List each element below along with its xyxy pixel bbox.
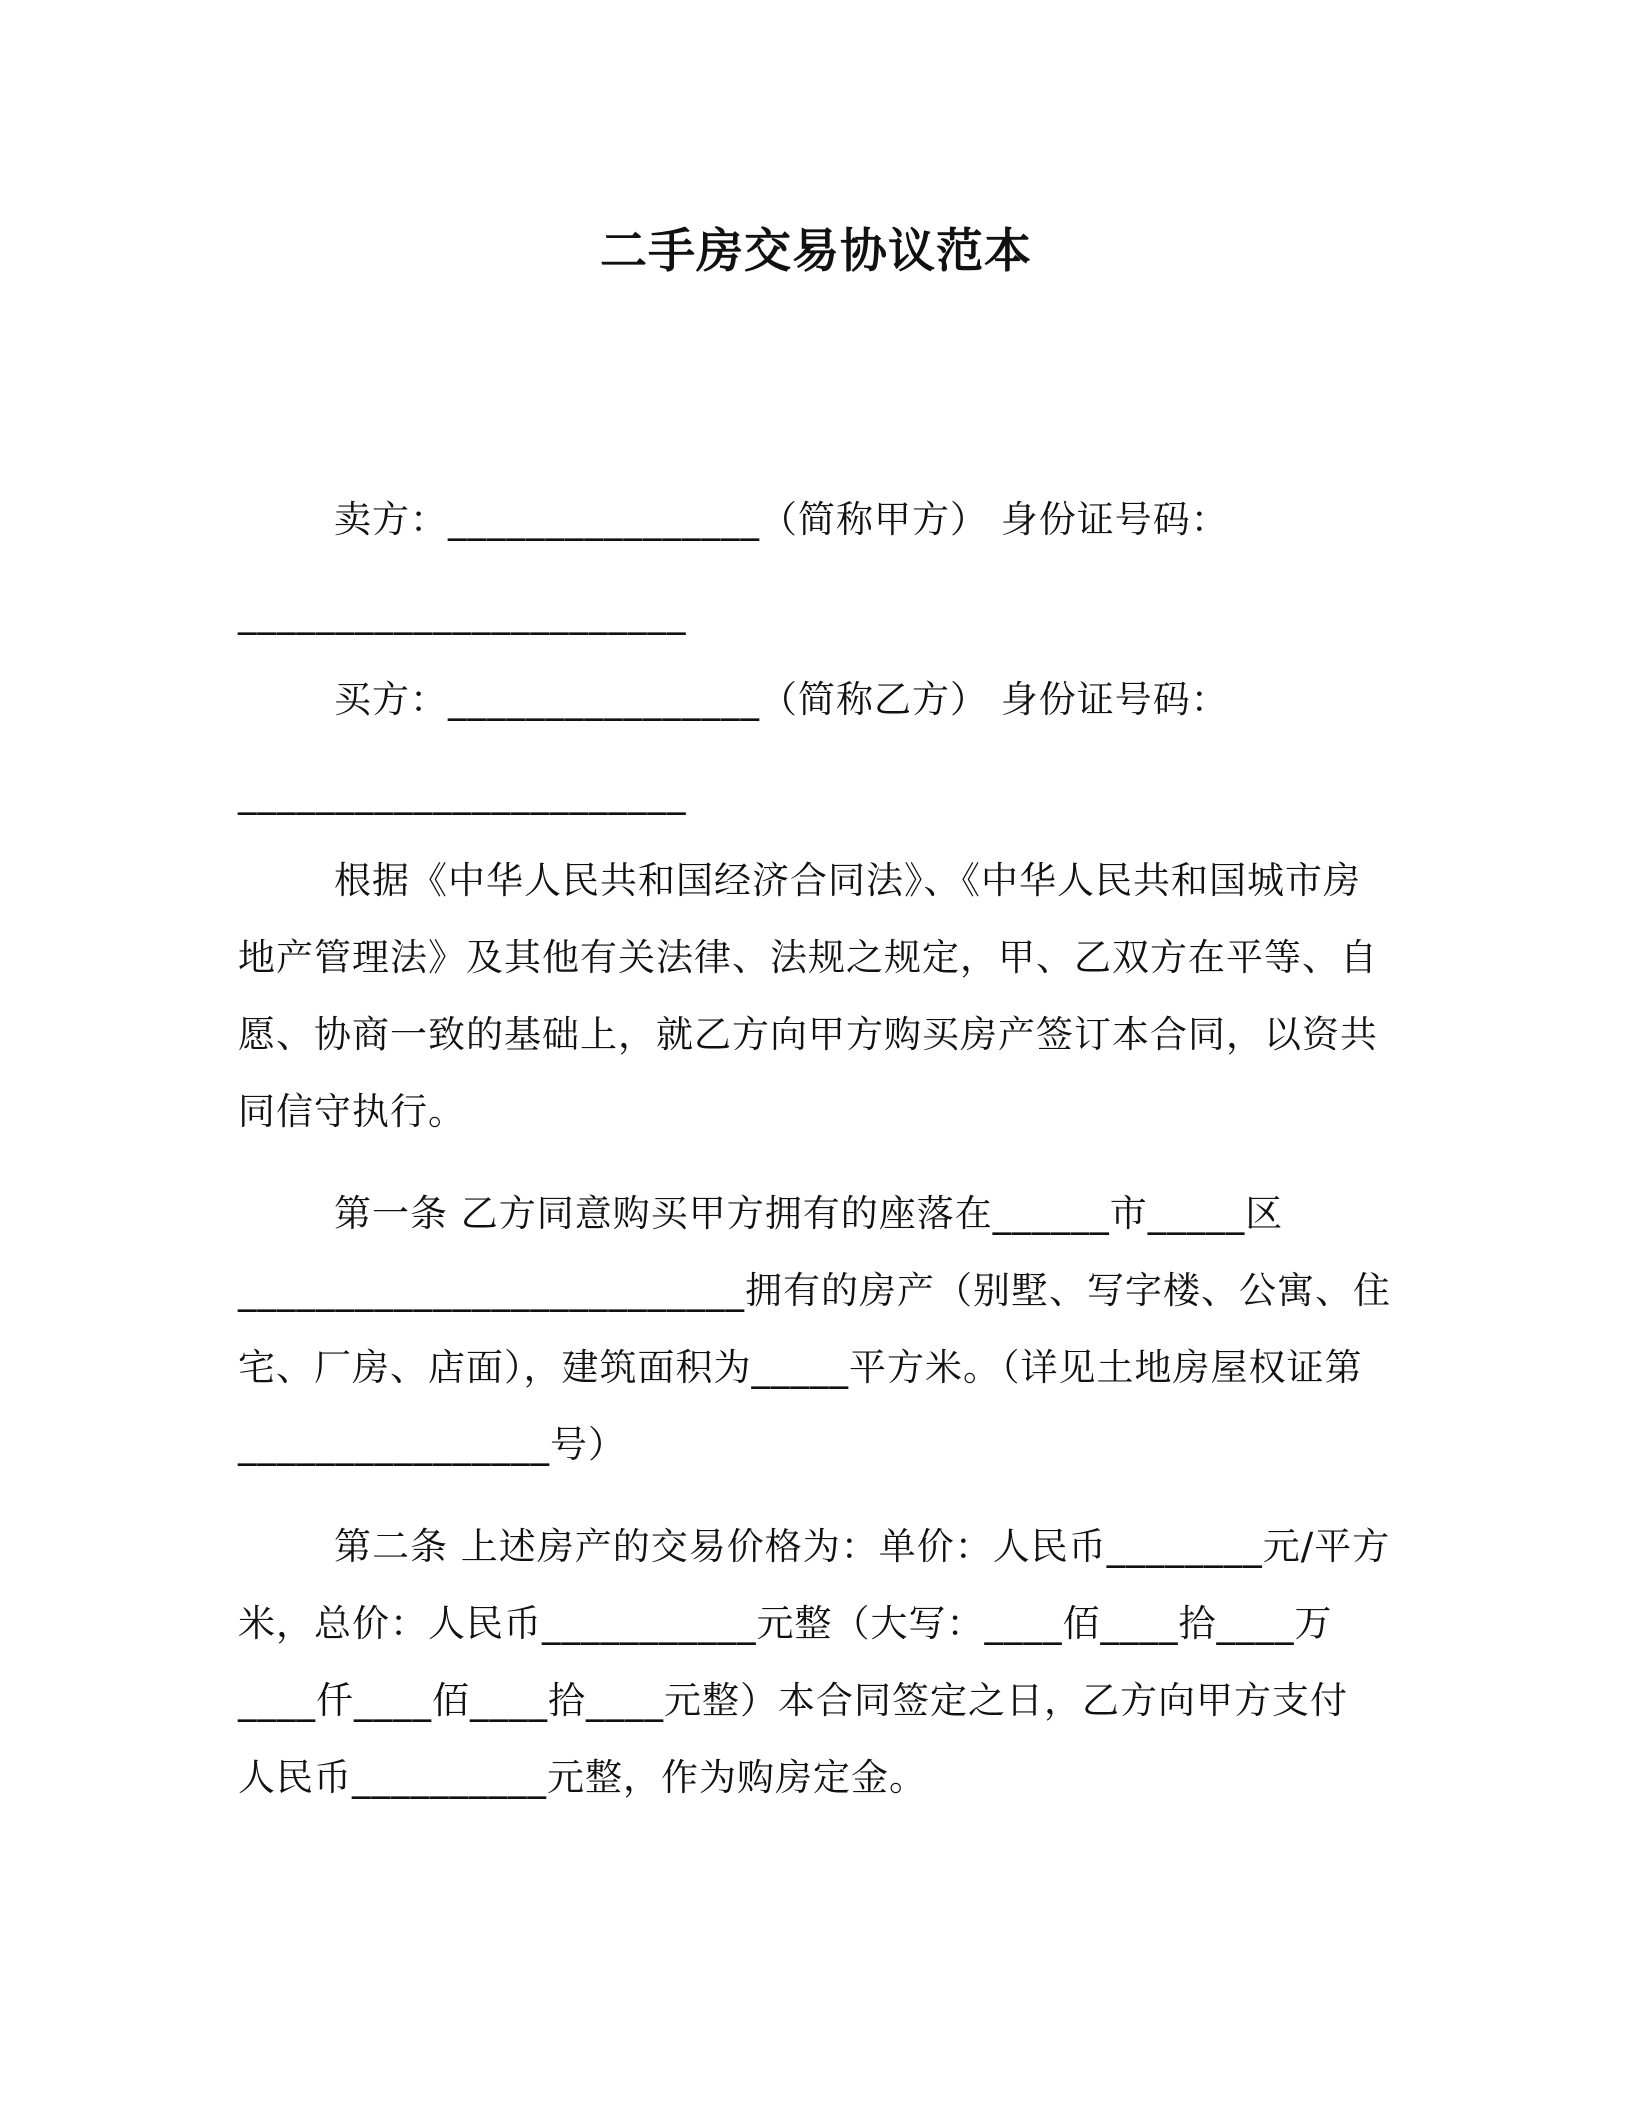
article-2-line-4: 人民币__________元整，作为购房定金。 [238,1756,927,1799]
preamble-line-4: 同信守执行。 [238,1090,466,1133]
article-2-line-3: ____仟____佰____拾____元整）本合同签定之日，乙方向甲方支付 [238,1679,1348,1722]
preamble-line-3: 愿、协商一致的基础上，就乙方向甲方购买房产签订本合同，以资共 [238,1013,1378,1056]
article-1-line-1: 第一条 乙方同意购买甲方拥有的座落在______市_____区 [334,1192,1284,1235]
seller-id-line: _______________________ [238,592,687,635]
article-1-line-3: 宅、厂房、店面），建筑面积为_____平方米。（详见土地房屋权证第 [238,1346,1363,1389]
preamble-line-1: 根据《中华人民共和国经济合同法》、《中华人民共和国城市房 [334,859,1361,902]
seller-line: 卖方：________________（简称甲方） 身份证号码： [334,498,1229,541]
article-2-line-1: 第二条 上述房产的交易价格为：单价：人民币________元/平方 [334,1525,1391,1568]
buyer-id-line: _______________________ [238,772,687,815]
preamble-line-2: 地产管理法》及其他有关法律、法规之规定，甲、乙双方在平等、自 [238,936,1378,979]
article-1-line-4: ________________号） [238,1423,626,1466]
document-title: 二手房交易协议范本 [600,224,1032,279]
article-1-line-2: __________________________拥有的房产（别墅、写字楼、公寓、住 [238,1269,1391,1312]
buyer-line: 买方：________________（简称乙方） 身份证号码： [334,678,1229,721]
article-2-line-2: 米，总价：人民币___________元整（大写：____佰____拾____万 [238,1602,1333,1645]
